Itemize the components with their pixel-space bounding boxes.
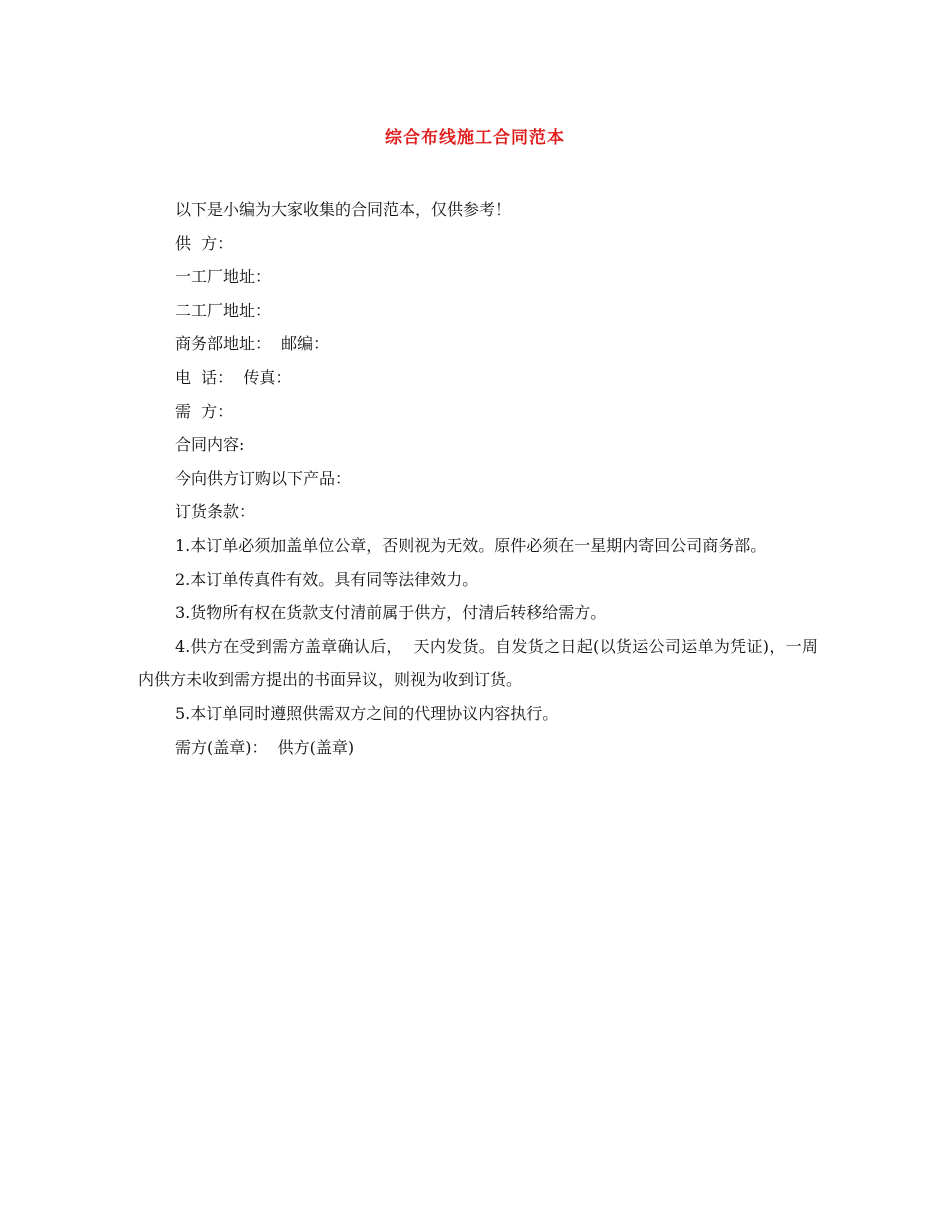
contract-content-line: 合同内容: [175, 435, 245, 455]
factory-one-address-line: 一工厂地址： [175, 267, 272, 287]
order-terms-heading: 订货条款： [175, 502, 256, 522]
document-body [138, 193, 818, 764]
factory-two-address-line: 二工厂地址： [175, 300, 272, 320]
term-4: 4.供方在受到需方盖章确认后， 天内发货。自发货之日起(以货运公司运单为凭证)，一周内供方未收到需方提出的书面异议，则视为收到订货。 [138, 636, 818, 690]
term-2: 2.本订单传真件有效。具有同等法律效力。 [175, 569, 479, 589]
intro-paragraph: 以下是小编为大家收集的合同范本，仅供参考！ [175, 200, 512, 219]
term-5: 5.本订单同时遵照供需双方之间的代理协议内容执行。 [175, 703, 559, 723]
phone-fax-line: 电 话： 传真： [175, 367, 292, 387]
signature-line: 需方(盖章)： 供方(盖章) [175, 737, 355, 757]
supplier-line: 供 方： [175, 233, 234, 253]
order-intro-line: 今向供方订购以下产品： [175, 468, 352, 488]
term-3: 3.货物所有权在货款支付清前属于供方，付清后转移给需方。 [175, 603, 607, 623]
term-1: 1.本订单必须加盖单位公章，否则视为无效。原件必须在一星期内寄回公司商务部。 [175, 535, 767, 555]
buyer-line: 需 方： [175, 401, 234, 421]
document-title: 综合布线施工合同范本 [385, 128, 565, 148]
business-address-line: 商务部地址： 邮编： [175, 334, 330, 354]
